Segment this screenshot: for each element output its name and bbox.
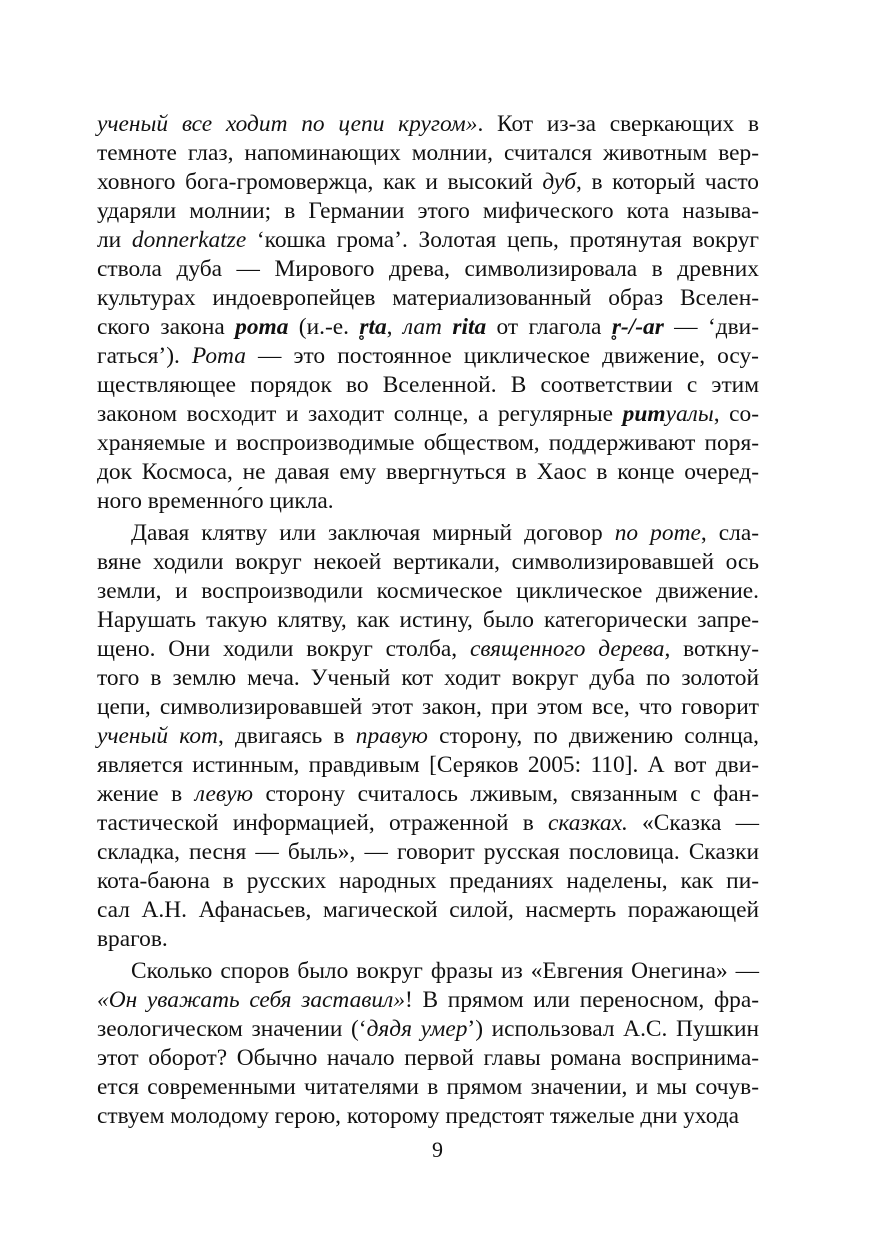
- text-line: [97, 606, 759, 635]
- italic-phrase: дуб: [542, 169, 577, 195]
- bold-italic-term: r̥-/-ar: [611, 314, 664, 340]
- paragraph: [97, 957, 759, 1131]
- text-line: [97, 635, 759, 664]
- text-line: [97, 313, 759, 342]
- text-run: гаться’).: [97, 343, 192, 369]
- bold-italic-term: рит: [622, 401, 666, 427]
- text-run: ! В прямом или переносном, фра-: [405, 987, 759, 1013]
- italic-phrase: дядя умер: [366, 1016, 468, 1042]
- italic-phrase: по роте: [614, 520, 701, 546]
- text-run: ховного бога-громовержца, как и высокий: [97, 169, 543, 195]
- text-run: от глагола: [486, 314, 612, 340]
- text-line: [97, 342, 759, 371]
- text-line: [97, 110, 759, 139]
- text-line: [97, 838, 759, 867]
- text-run: «Сказка —: [627, 810, 759, 836]
- italic-phrase: сказках.: [547, 810, 628, 836]
- text-line: [97, 400, 759, 429]
- italic-phrase: священного дерева: [469, 636, 665, 662]
- italic-phrase: лат: [402, 314, 442, 340]
- text-line: [97, 986, 759, 1015]
- italic-phrase: уалы: [665, 401, 714, 427]
- text-run: ‘кошка грома’. Золотая цепь, протянутая вокруг: [246, 227, 759, 253]
- text-run: цепи, символизировавшей этот закон, при этом все, что говорит: [97, 694, 759, 720]
- paragraph: [97, 110, 759, 516]
- italic-phrase: «Он уважать себя заставил»: [97, 987, 406, 1013]
- text-line: [97, 487, 759, 516]
- text-line: [97, 1073, 759, 1102]
- text-line: [97, 429, 759, 458]
- text-run: — ‘дви-: [663, 314, 759, 340]
- text-line: [97, 519, 759, 548]
- text-line: [97, 867, 759, 896]
- text-run: храняемые и воспроизводимые обществом, поддерживают поря-: [97, 430, 759, 456]
- italic-phrase: Рота: [191, 343, 246, 369]
- text-run: , двигаясь в: [217, 723, 356, 749]
- text-run: земли, и воспроизводили космическое циклическое движение.: [97, 578, 759, 604]
- text-line: [97, 139, 759, 168]
- text-line: [97, 255, 759, 284]
- italic-phrase: левую: [194, 781, 253, 807]
- italic-phrase: donnerkatze: [131, 227, 247, 253]
- text-line: [97, 693, 759, 722]
- bold-term: [452, 314, 486, 340]
- text-run: является истинным, правдивым [Серяков 2005: 110]. А вот дви-: [97, 752, 759, 778]
- text-line: [97, 226, 759, 255]
- text-run: сторону считалось лживым, связанным с фан-: [252, 781, 759, 807]
- text-run: — это постоянное циклическое движение, осу-: [245, 343, 759, 369]
- text-run: Давая клятву или заключая мирный договор: [131, 520, 615, 546]
- italic-phrase: ученый все ходит по цепи кругом»: [97, 111, 478, 137]
- text-run: ,: [386, 314, 403, 340]
- bold-term: [235, 314, 288, 340]
- italic-phrase: правую: [355, 723, 428, 749]
- text-run: законом восходит и заходит солнце, а регулярные: [97, 401, 623, 427]
- text-run: кота-баюна в русских народных преданиях наделены, как пи-: [97, 868, 759, 894]
- text-run: сторону, по движению солнца,: [427, 723, 759, 749]
- text-run: тастической информацией, отраженной в: [97, 810, 548, 836]
- text-line: [97, 780, 759, 809]
- text-line: [97, 197, 759, 226]
- text-run: складка, песня — быль», — говорит русская пословица. Сказки: [97, 839, 759, 865]
- text-run: жение в: [97, 781, 195, 807]
- text-run: ского закона: [97, 314, 236, 340]
- text-line: [97, 925, 759, 954]
- text-run: ствуем молодому герою, которому предстоят тяжелые дни ухода: [97, 1103, 740, 1129]
- bold-term: [359, 314, 386, 340]
- bold-italic-term: рота: [235, 314, 289, 340]
- paragraph: [97, 519, 759, 954]
- text-run: , сла-: [700, 520, 759, 546]
- text-run: , воткну-: [664, 636, 759, 662]
- text-run: [442, 314, 452, 340]
- bold-italic-term: rita: [452, 314, 487, 340]
- text-run: сал А.Н. Афанасьев, магической силой, насмерть поражающей: [97, 897, 759, 923]
- text-line: [97, 1102, 759, 1131]
- text-run: ли: [97, 227, 132, 253]
- text-run: врагов.: [97, 926, 168, 952]
- text-line: [97, 751, 759, 780]
- bold-term: [623, 401, 666, 427]
- text-line: [97, 284, 759, 313]
- text-run: того в землю меча. Ученый кот ходит вокруг дуба по золотой: [97, 665, 759, 691]
- text-run: Сколько споров было вокруг фразы из «Евгения Онегина» —: [131, 958, 759, 984]
- text-run: ется современными читателями в прямом значении, и мы сочув-: [97, 1074, 759, 1100]
- text-run: культурах индоевропейцев материализованный образ Вселен-: [97, 285, 759, 311]
- body-text: [97, 110, 759, 1131]
- text-line: [97, 1044, 759, 1073]
- text-run: ществляющее порядок во Вселенной. В соответствии с этим: [97, 372, 759, 398]
- text-line: [97, 458, 759, 487]
- text-run: зеологическом значении (‘: [97, 1016, 367, 1042]
- bold-term: [612, 314, 664, 340]
- page-number: 9: [432, 1137, 443, 1162]
- text-line: [97, 168, 759, 197]
- text-run: , в который часто: [576, 169, 759, 195]
- text-run: щено. Они ходили вокруг столба,: [97, 636, 470, 662]
- text-run: ствола дуба — Мирового древа, символизировала в древних: [97, 256, 759, 282]
- text-run: ударяли молнии; в Германии этого мифического кота называ-: [97, 198, 759, 224]
- text-line: [97, 957, 759, 986]
- text-line: [97, 664, 759, 693]
- text-line: [97, 1015, 759, 1044]
- text-run: ного временно́го цикла.: [97, 488, 334, 514]
- text-run: Нарушать такую клятву, как истину, было категорически запре-: [97, 607, 759, 633]
- text-run: . Кот из-за сверкающих в: [477, 111, 760, 137]
- bold-italic-term: r̥ta: [359, 314, 387, 340]
- text-line: [97, 896, 759, 925]
- text-run: ’) использовал А.С. Пушкин: [467, 1016, 759, 1042]
- text-line: [97, 371, 759, 400]
- text-run: этот оборот? Обычно начало первой главы романа воспринима-: [97, 1045, 759, 1071]
- text-run: док Космоса, не давая ему ввергнуться в Хаос в конце очеред-: [97, 459, 759, 485]
- text-line: [97, 548, 759, 577]
- text-run: темноте глаз, напоминающих молнии, считался животным вер-: [97, 140, 759, 166]
- text-run: , со-: [713, 401, 759, 427]
- text-line: [97, 722, 759, 751]
- text-run: вяне ходили вокруг некоей вертикали, символизировавшей ось: [97, 549, 759, 575]
- text-line: [97, 809, 759, 838]
- text-line: [97, 577, 759, 606]
- text-run: (и.-е.: [288, 314, 360, 340]
- italic-phrase: ученый кот: [97, 723, 218, 749]
